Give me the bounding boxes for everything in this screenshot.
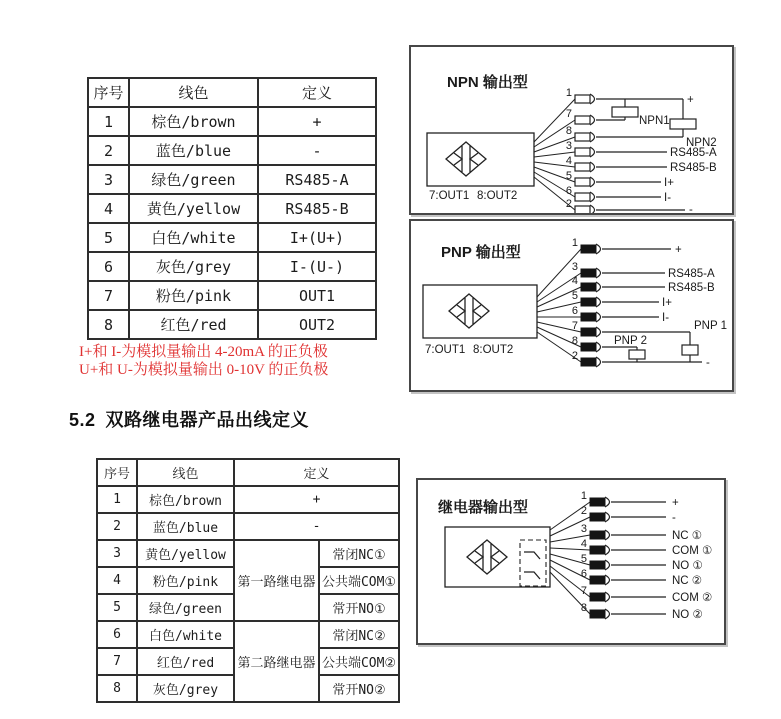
section-heading bbox=[69, 406, 309, 432]
cell-color: 蓝色/blue bbox=[137, 513, 234, 540]
wire-definition-table bbox=[87, 77, 377, 340]
svg-text:NPN1: NPN1 bbox=[639, 115, 670, 127]
svg-text:6: 6 bbox=[580, 568, 587, 580]
cell-color: 黄色/yellow bbox=[129, 194, 258, 223]
section-title: 双路继电器产品出线定义 bbox=[105, 410, 310, 430]
table-header-row bbox=[88, 78, 376, 107]
svg-text:3: 3 bbox=[565, 140, 572, 152]
pnp-diagram bbox=[411, 221, 732, 390]
table-row bbox=[97, 540, 399, 567]
cell-color: 棕色/brown bbox=[129, 107, 258, 136]
cell-color: 蓝色/blue bbox=[129, 136, 258, 165]
section-number: 5.2 bbox=[69, 410, 96, 430]
svg-text:NO ②: NO ② bbox=[672, 609, 703, 621]
cell-no: 7 bbox=[88, 281, 129, 310]
relay-wire-definition-table bbox=[96, 458, 400, 703]
svg-text:3: 3 bbox=[571, 261, 578, 273]
cell-relay-group-1: 第一路继电器 bbox=[234, 540, 319, 621]
cell-def: OUT1 bbox=[258, 281, 376, 310]
svg-text:1: 1 bbox=[571, 237, 578, 249]
pnp1-resistor bbox=[682, 345, 698, 355]
svg-text:2: 2 bbox=[580, 505, 587, 517]
cell-no: 3 bbox=[97, 540, 137, 567]
column-header-def: 定义 bbox=[258, 78, 376, 107]
svg-text:4: 4 bbox=[580, 538, 587, 550]
svg-text:RS485-A: RS485-A bbox=[668, 268, 715, 280]
analog-voltage-note: U+和 U-为模拟量输出 0-10V 的正负极 bbox=[79, 362, 329, 378]
svg-text:5: 5 bbox=[580, 553, 587, 565]
cell-def: 常开NO② bbox=[319, 675, 399, 702]
sensor-symbol bbox=[423, 285, 537, 338]
cell-no: 2 bbox=[88, 136, 129, 165]
svg-text:8: 8 bbox=[565, 125, 572, 137]
cell-def: + bbox=[234, 486, 399, 513]
svg-text:COM ①: COM ① bbox=[672, 545, 713, 557]
sensor-pin-label-out1: 7:OUT1 bbox=[425, 344, 466, 356]
cell-no: 3 bbox=[88, 165, 129, 194]
svg-text:+: + bbox=[687, 94, 694, 106]
cell-color: 灰色/grey bbox=[137, 675, 234, 702]
svg-text:4: 4 bbox=[565, 155, 572, 167]
relay-contacts-symbol bbox=[520, 540, 546, 586]
table-row bbox=[88, 310, 376, 339]
table-row bbox=[88, 165, 376, 194]
cell-color: 白色/white bbox=[129, 223, 258, 252]
cell-color: 绿色/green bbox=[137, 594, 234, 621]
analog-output-notes bbox=[79, 343, 328, 379]
svg-text:NO ①: NO ① bbox=[672, 560, 703, 572]
sensor-pin-label-out2: 8:OUT2 bbox=[473, 344, 514, 356]
cell-color: 白色/white bbox=[137, 621, 234, 648]
svg-text:8: 8 bbox=[580, 602, 587, 614]
table-row bbox=[97, 513, 399, 540]
column-header-no: 序号 bbox=[88, 78, 129, 107]
cell-no: 8 bbox=[97, 675, 137, 702]
svg-text:6: 6 bbox=[565, 185, 572, 197]
cell-color: 红色/red bbox=[137, 648, 234, 675]
cell-no: 4 bbox=[97, 567, 137, 594]
sensor-symbol bbox=[445, 527, 550, 587]
cell-color: 灰色/grey bbox=[129, 252, 258, 281]
cell-no: 1 bbox=[97, 486, 137, 513]
cell-color: 棕色/brown bbox=[137, 486, 234, 513]
svg-text:2: 2 bbox=[571, 350, 578, 362]
relay-wire-labels bbox=[672, 497, 712, 621]
svg-text:6: 6 bbox=[571, 305, 578, 317]
cell-def: 常闭NC② bbox=[319, 621, 399, 648]
svg-text:PNP 1: PNP 1 bbox=[694, 320, 728, 332]
relay-diagram-title: 继电器输出型 bbox=[438, 499, 529, 516]
svg-text:-: - bbox=[706, 357, 710, 369]
npn2-resistor bbox=[670, 119, 696, 129]
npn1-resistor bbox=[612, 107, 638, 117]
cell-color: 黄色/yellow bbox=[137, 540, 234, 567]
cell-def: - bbox=[258, 136, 376, 165]
cell-def: OUT2 bbox=[258, 310, 376, 339]
cell-no: 5 bbox=[88, 223, 129, 252]
cell-no: 1 bbox=[88, 107, 129, 136]
pnp2-resistor bbox=[629, 350, 645, 359]
sensor-pin-label-out2: 8:OUT2 bbox=[477, 190, 518, 202]
cell-no: 5 bbox=[97, 594, 137, 621]
cell-no: 4 bbox=[88, 194, 129, 223]
cell-no: 7 bbox=[97, 648, 137, 675]
cell-color: 粉色/pink bbox=[129, 281, 258, 310]
column-header-color: 线色 bbox=[129, 78, 258, 107]
npn-diagram-title: NPN 输出型 bbox=[447, 74, 528, 91]
table-row bbox=[88, 252, 376, 281]
npn-connectors bbox=[575, 94, 595, 213]
cell-no: 2 bbox=[97, 513, 137, 540]
analog-current-note: I+和 I-为模拟量输出 4-20mA 的正负极 bbox=[79, 344, 328, 360]
cell-relay-group-2: 第二路继电器 bbox=[234, 621, 319, 702]
cell-def: 常开NO① bbox=[319, 594, 399, 621]
cell-def: 公共端COM① bbox=[319, 567, 399, 594]
table-row bbox=[88, 281, 376, 310]
cell-color: 绿色/green bbox=[129, 165, 258, 194]
npn-wire-labels bbox=[639, 94, 717, 213]
svg-text:1: 1 bbox=[580, 490, 587, 502]
cell-def: 常闭NC① bbox=[319, 540, 399, 567]
svg-text:RS485-B: RS485-B bbox=[670, 162, 717, 174]
svg-text:RS485-A: RS485-A bbox=[670, 147, 717, 159]
column-header-color: 线色 bbox=[137, 459, 234, 486]
cell-def: I+(U+) bbox=[258, 223, 376, 252]
svg-text:1: 1 bbox=[565, 87, 572, 99]
pnp-connectors bbox=[581, 244, 601, 367]
svg-text:I+: I+ bbox=[664, 177, 674, 189]
relay-connectors bbox=[590, 497, 610, 619]
svg-text:7: 7 bbox=[565, 108, 572, 120]
svg-text:NC ②: NC ② bbox=[672, 575, 703, 587]
cell-def: RS485-B bbox=[258, 194, 376, 223]
svg-text:I-: I- bbox=[662, 312, 670, 324]
cell-def: + bbox=[258, 107, 376, 136]
cell-def: I-(U-) bbox=[258, 252, 376, 281]
svg-text:+: + bbox=[675, 244, 682, 256]
svg-text:I+: I+ bbox=[662, 297, 672, 309]
svg-text:-: - bbox=[689, 204, 693, 213]
table-row bbox=[88, 107, 376, 136]
cell-color: 粉色/pink bbox=[137, 567, 234, 594]
svg-text:NPN2: NPN2 bbox=[686, 137, 717, 149]
cell-def: RS485-A bbox=[258, 165, 376, 194]
svg-text:4: 4 bbox=[571, 275, 578, 287]
relay-pin-numbers bbox=[581, 490, 587, 614]
npn-diagram-box bbox=[409, 45, 734, 215]
svg-text:NC ①: NC ① bbox=[672, 530, 703, 542]
svg-text:-: - bbox=[672, 512, 676, 524]
svg-text:5: 5 bbox=[565, 170, 572, 182]
relay-wires bbox=[611, 502, 666, 614]
sensor-symbol bbox=[427, 133, 534, 186]
svg-text:7: 7 bbox=[580, 585, 587, 597]
table-row bbox=[97, 486, 399, 513]
cell-no: 8 bbox=[88, 310, 129, 339]
cell-no: 6 bbox=[97, 621, 137, 648]
column-header-def: 定义 bbox=[234, 459, 399, 486]
pnp-diagram-title: PNP 输出型 bbox=[441, 244, 521, 261]
cell-no: 6 bbox=[88, 252, 129, 281]
svg-text:7: 7 bbox=[571, 320, 578, 332]
cell-def: 公共端COM② bbox=[319, 648, 399, 675]
svg-text:I-: I- bbox=[664, 192, 672, 204]
relay-diagram bbox=[418, 480, 724, 643]
svg-text:8: 8 bbox=[571, 335, 578, 347]
svg-text:COM ②: COM ② bbox=[672, 592, 713, 604]
pnp-diagram-box bbox=[409, 219, 734, 392]
column-header-no: 序号 bbox=[97, 459, 137, 486]
relay-diagram-box bbox=[416, 478, 726, 645]
table-row bbox=[97, 621, 399, 648]
svg-text:5: 5 bbox=[571, 290, 578, 302]
sensor-pin-label-out1: 7:OUT1 bbox=[429, 190, 470, 202]
npn-diagram bbox=[411, 47, 732, 213]
table-row bbox=[88, 194, 376, 223]
table-row bbox=[88, 223, 376, 252]
cell-def: - bbox=[234, 513, 399, 540]
svg-text:3: 3 bbox=[580, 523, 587, 535]
svg-text:+: + bbox=[672, 497, 679, 509]
cell-color: 红色/red bbox=[129, 310, 258, 339]
table-row bbox=[88, 136, 376, 165]
table-header-row bbox=[97, 459, 399, 486]
svg-text:2: 2 bbox=[565, 198, 572, 210]
svg-text:PNP 2: PNP 2 bbox=[614, 335, 648, 347]
svg-text:RS485-B: RS485-B bbox=[668, 282, 715, 294]
